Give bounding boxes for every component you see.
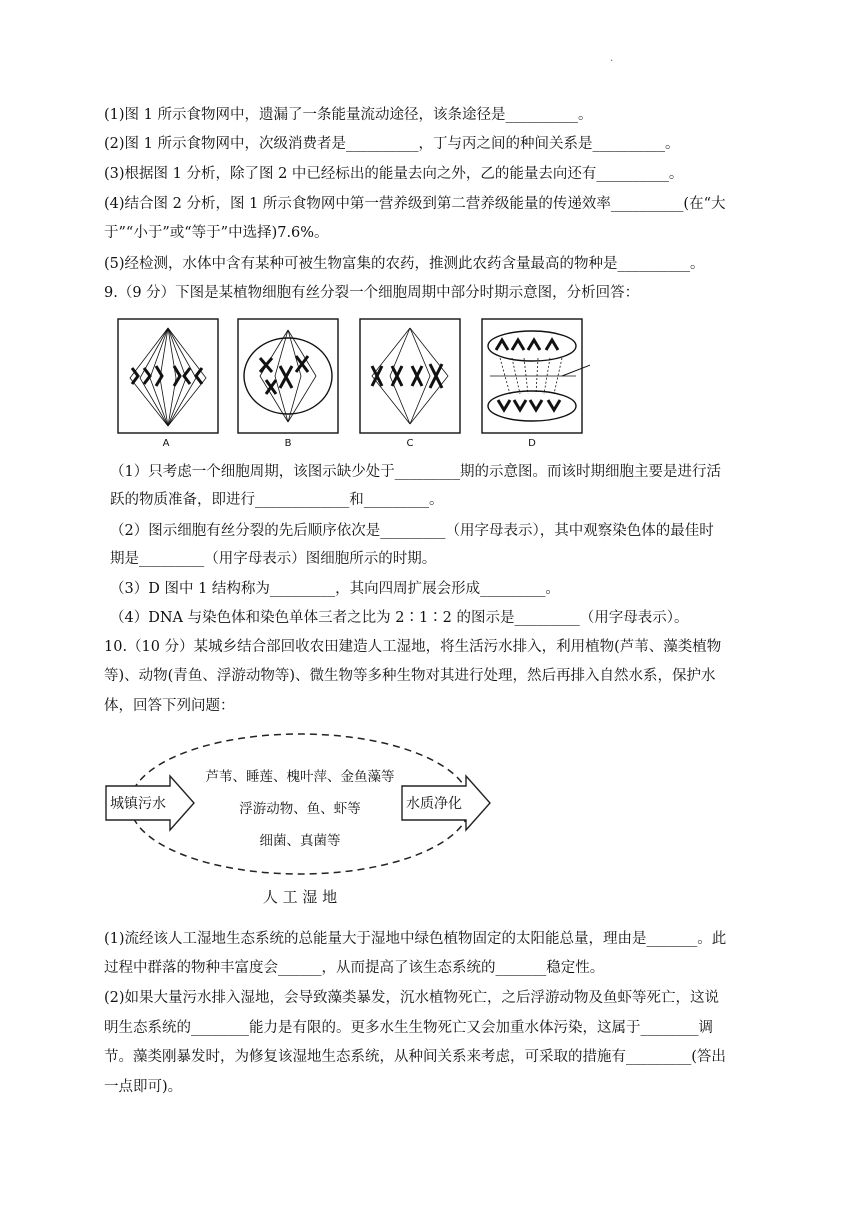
output-arrow-label: 水质净化 [406,796,462,812]
q9-line-6: （4）DNA 与染色体和染色单体三者之比为 2∶1∶2 的图示是_________（用字母表示）。 [110,610,689,626]
q8-line-5: 于”“小于”或“等于”中选择)7.6%。 [104,225,329,241]
q8-line-2: (2)图 1 所示食物网中，次级消费者是__________，丁与丙之间的种间关系是__________。 [104,136,680,152]
fig-label-c: C [406,438,414,449]
q10-line-4: 明生态系统的________能力是有限的。更多水生生物死亡又会加重水体污染，这属于________调 [104,1020,713,1036]
wetland-figure [104,726,496,912]
fig-label-d: D [528,438,536,449]
q9-line-5: （3）D 图中 1 结构称为_________，其向四周扩展会形成_________。 [110,581,560,597]
q10-title-3: 体，回答下列问题： [104,698,235,714]
q10-title: 10.（10 分）某城乡结合部回收农田建造人工湿地，将生活污水排入，利用植物(芦苇、藻类植物 [104,639,722,655]
q8-line-1: (1)图 1 所示食物网中，遗漏了一条能量流动途径，该条途径是__________。 [104,107,593,123]
q9-line-3: （2）图示细胞有丝分裂的先后顺序依次是_________（用字母表示），其中观察染色体的最佳时 [110,523,714,539]
q8-line-4: (4)结合图 2 分析，图 1 所示食物网中第一营养级到第二营养级能量的传递效率__________(在“大 [104,196,726,212]
cell-c-wall [360,319,460,433]
q10-line-5: 节。藻类刚暴发时，为修复该湿地生态系统，从种间关系来考虑，可采取的措施有_________(答出 [104,1049,726,1065]
fig-label-a: A [162,438,170,449]
q10-line-1: (1)流经该人工湿地生态系统的总能量大于湿地中绿色植物固定的太阳能总量，理由是_______。此 [104,931,727,947]
q9-line-1: （1）只考虑一个细胞周期，该图示缺少处于_________期的示意图。而该时期细胞主要是进行活 [110,464,721,480]
q9-line-4: 期是_________（用字母表示）图细胞所示的时期。 [110,551,437,567]
q10-title-2: 等)、动物(青鱼、浮游动物等)、微生物等多种生物对其进行处理，然后再排入自然水系，保护水 [104,668,716,684]
q9-line-2: 跃的物质准备，即进行_____________和_________。 [110,492,444,508]
input-arrow-label: 城镇污水 [110,796,166,812]
q8-line-3: (3)根据图 1 分析，除了图 2 中已经标出的能量去向之外，乙的能量去向还有__________。 [104,166,684,182]
q10-line-2: 过程中群落的物种丰富度会______，从而提高了该生态系统的_______稳定性。 [104,960,605,976]
fig-label-b: B [284,438,292,449]
q8-line-6: (5)经检测，水体中含有某种可被生物富集的农药，推测此农药含量最高的物种是__________。 [104,256,705,272]
cell-a-wall [118,319,218,433]
header-dot: · [610,56,614,67]
wetland-animals: 浮游动物、鱼、虾等 [239,801,361,817]
q9-title: 9.（9 分）下图是某植物细胞有丝分裂一个细胞周期中部分时期示意图，分析回答： [104,285,640,301]
q10-line-3: (2)如果大量污水排入湿地，会导致藻类暴发，沉水植物死亡，之后浮游动物及鱼虾等死亡，这说 [104,990,720,1006]
mitosis-figure [110,316,590,450]
wetland-plants: 芦苇、睡莲、槐叶萍、金鱼藻等 [205,769,395,785]
wetland-caption: 人 工 湿 地 [262,888,338,906]
q10-line-6: 一点即可)。 [104,1079,183,1095]
wetland-microbes: 细菌、真菌等 [259,833,341,849]
